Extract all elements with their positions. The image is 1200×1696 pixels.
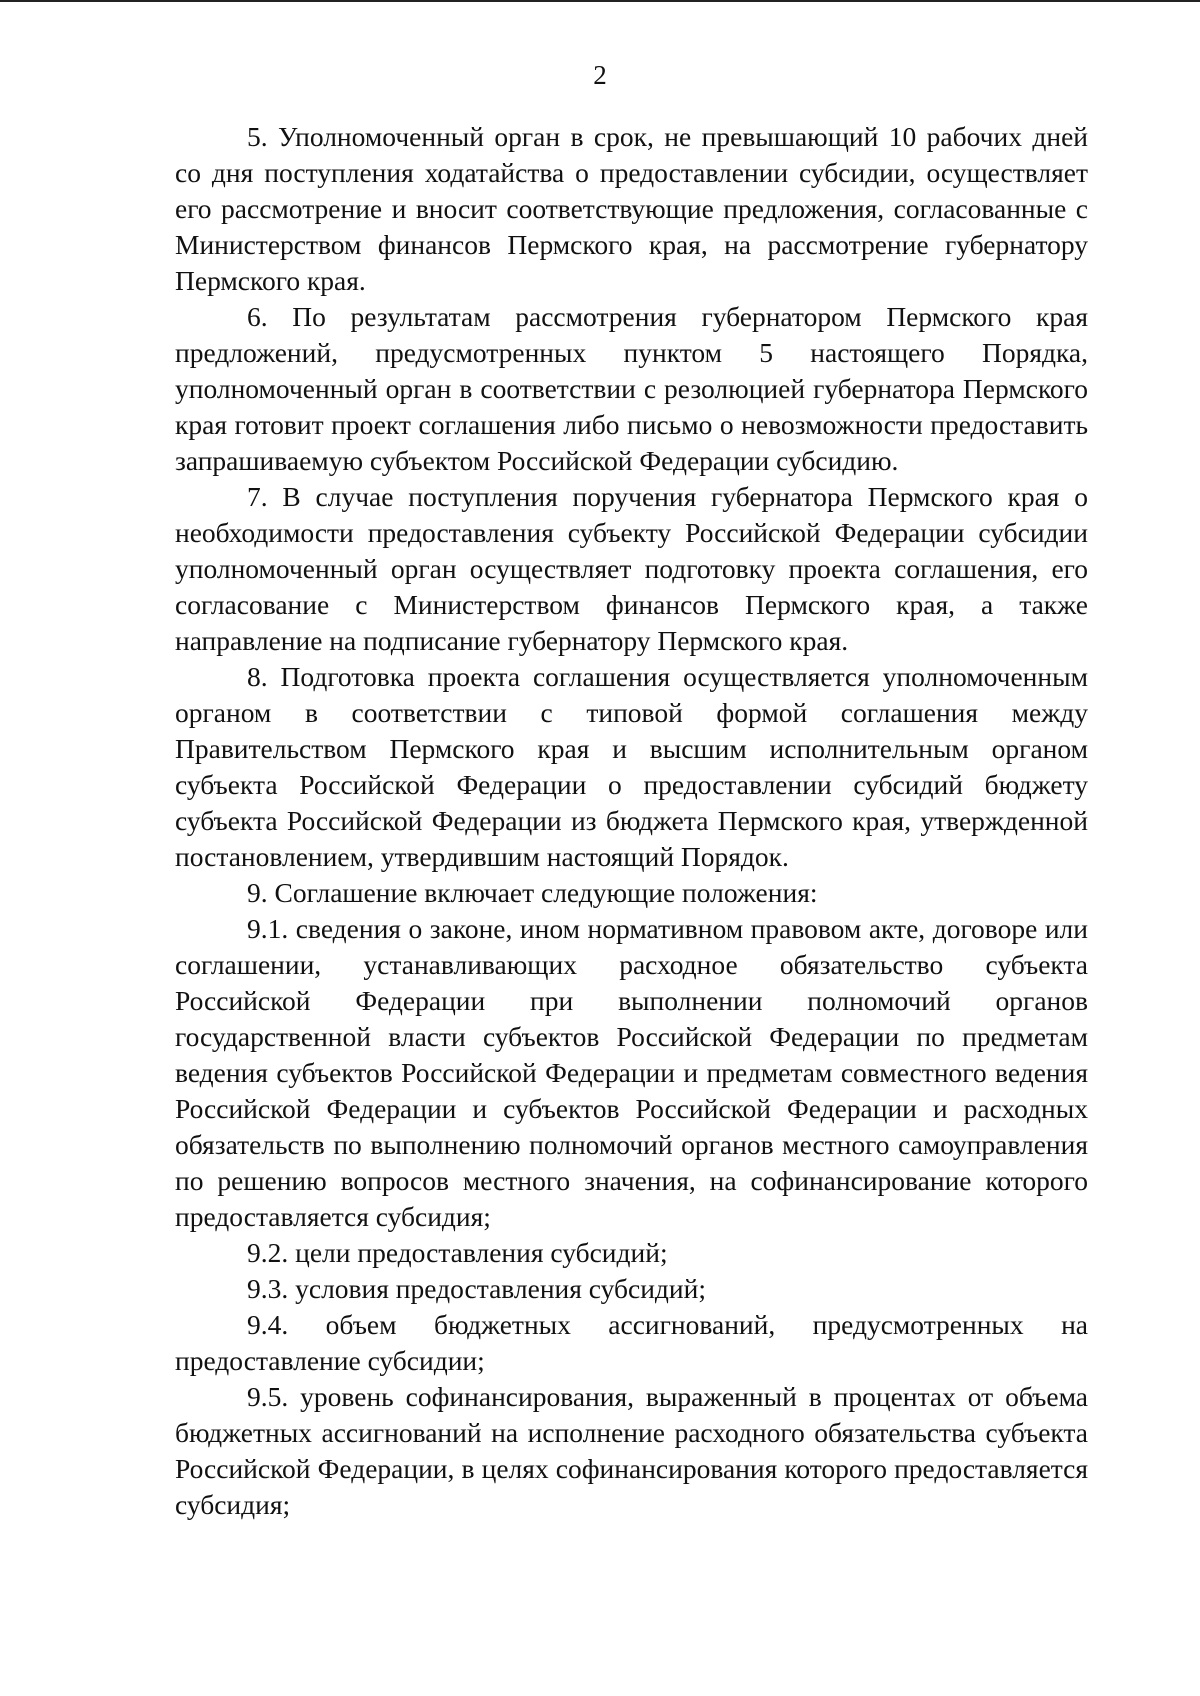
document-body <box>175 119 1088 1523</box>
paragraph-9: 9. Соглашение включает следующие положения: <box>247 877 818 908</box>
paragraph-6: 6. По результатам рассмотрения губернатором Пермского края предложений, предусмотренных пунктом 5 настоящего Порядка, уполномоченный орган в соответствии с резолюцией губернатора Пермского края готовит проект соглашения либо письмо о невозможности предоставить запрашиваемую субъектом Российской Федерации субсидию. <box>175 301 1088 476</box>
paragraph-9-5: 9.5. уровень софинансирования, выраженный в процентах от объема бюджетных ассигнований на исполнение расходного обязательства субъекта Российской Федерации, в целях софинансирования которого предоставляется субсидия; <box>175 1381 1088 1520</box>
paragraph-9-2: 9.2. цели предоставления субсидий; <box>247 1237 668 1268</box>
paragraph-8: 8. Подготовка проекта соглашения осуществляется уполномоченным органом в соответствии с типовой формой соглашения между Правительством Пермского края и высшим исполнительным органом субъекта Российской Федерации о предоставлении субсидий бюджету субъекта Российской Федерации из бюджета Пермского края, утвержденной постановлением, утвердившим настоящий Порядок. <box>175 661 1088 872</box>
paragraph-9-4: 9.4. объем бюджетных ассигнований, предусмотренных на предоставление субсидии; <box>175 1309 1088 1376</box>
paragraph-5: 5. Уполномоченный орган в срок, не превышающий 10 рабочих дней со дня поступления ходатайства о предоставлении субсидии, осуществляет его рассмотрение и вносит соответствующие предложения, согласованные с Министерством финансов Пермского края, на рассмотрение губернатору Пермского края. <box>175 121 1088 296</box>
paragraph-9-3: 9.3. условия предоставления субсидий; <box>247 1273 707 1304</box>
page-number: 2 <box>593 60 607 90</box>
paragraph-7: 7. В случае поступления поручения губернатора Пермского края о необходимости предоставления субъекту Российской Федерации субсидии уполномоченный орган осуществляет подготовку проекта соглашения, его согласование с Министерством финансов Пермского края, а также направление на подписание губернатору Пермского края. <box>175 481 1088 656</box>
paragraph-9-1: 9.1. сведения о законе, ином нормативном правовом акте, договоре или соглашении, устанавливающих расходное обязательство субъекта Российской Федерации при выполнении полномочий органов государственной власти субъектов Российской Федерации по предметам ведения субъектов Российской Федерации и предметам совместного ведения Российской Федерации и субъектов Российской Федерации и расходных обязательств по выполнению полномочий органов местного самоуправления по решению вопросов местного значения, на софинансирование которого предоставляется субсидия; <box>175 913 1088 1232</box>
